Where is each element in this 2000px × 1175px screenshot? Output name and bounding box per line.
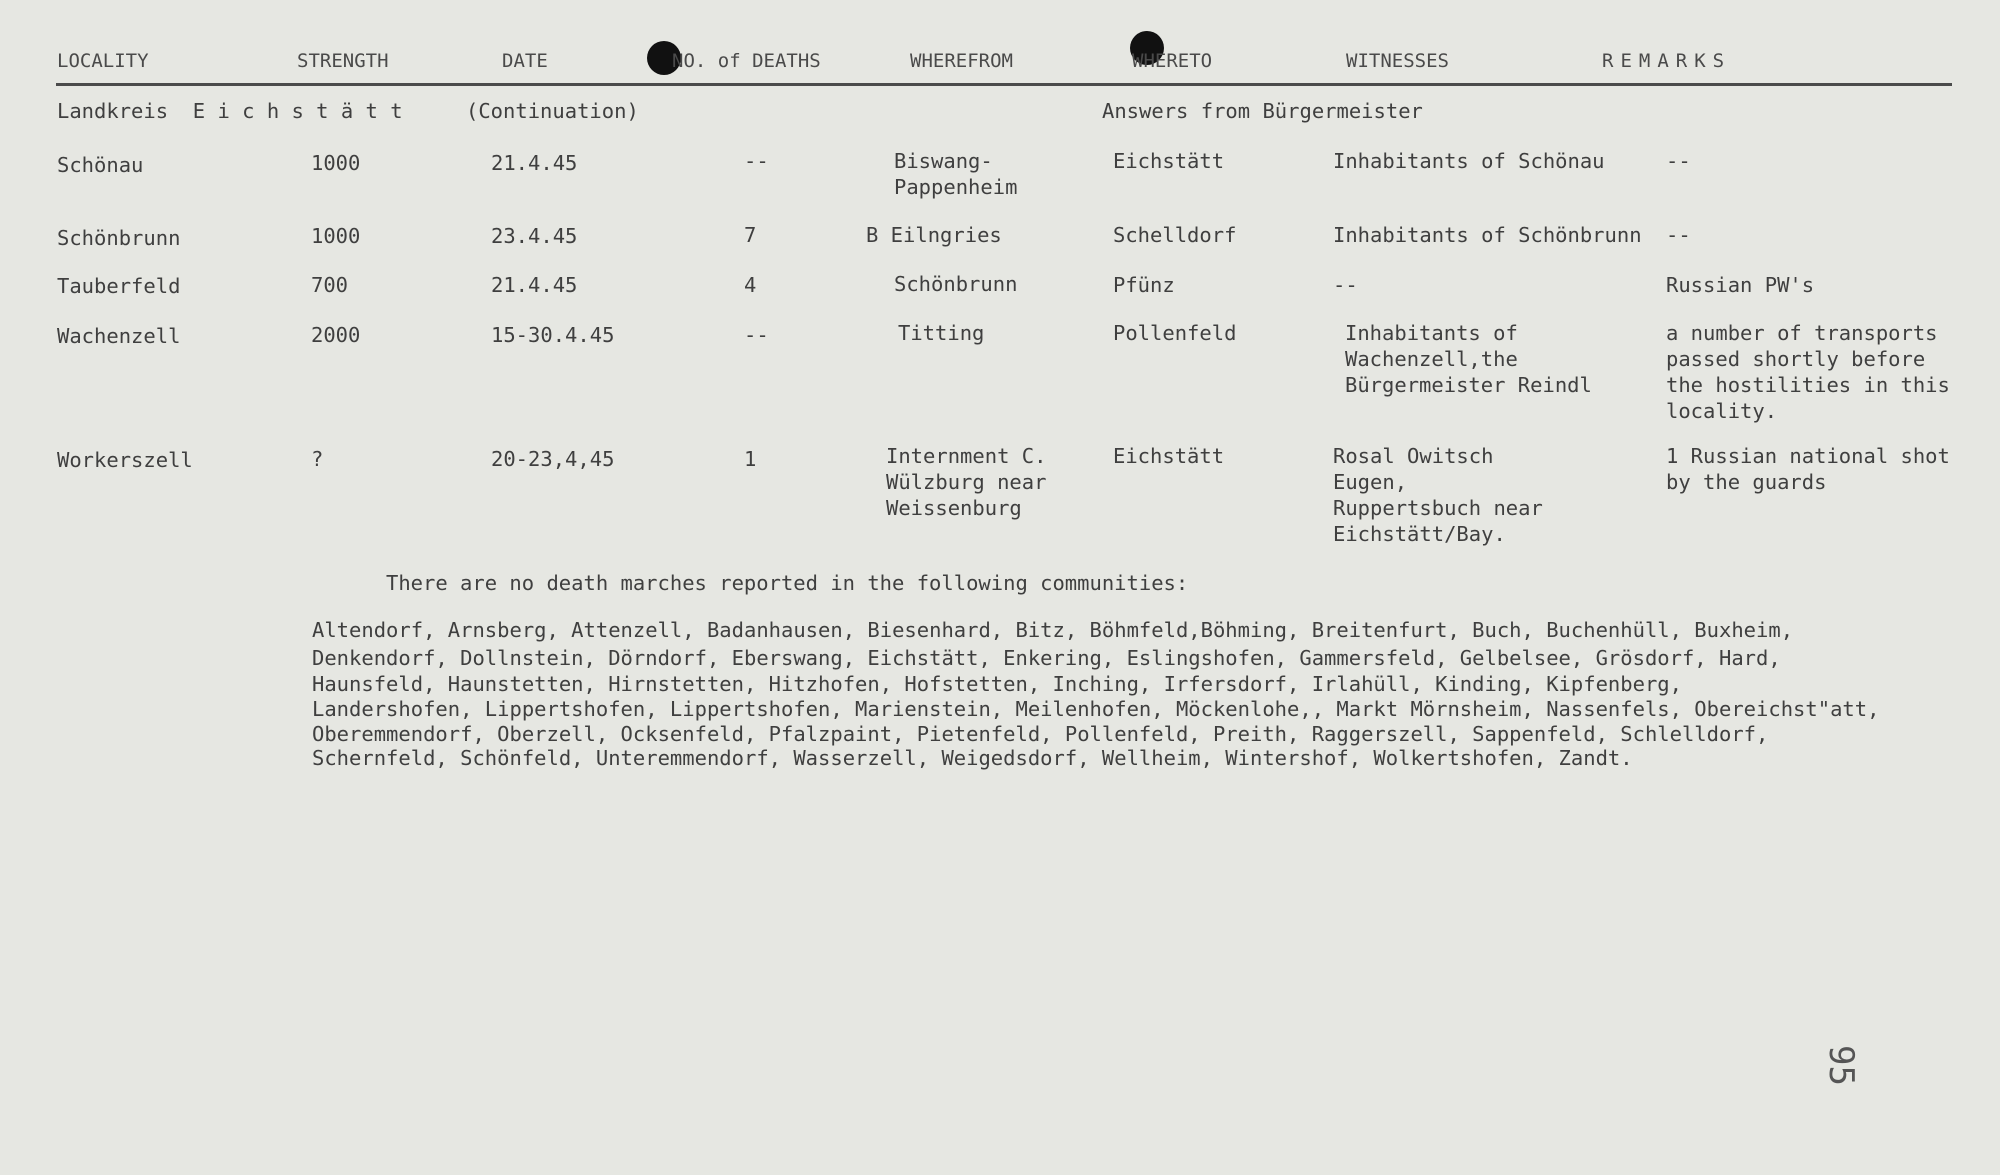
row3-whereto: Pfünz bbox=[1113, 273, 1175, 297]
row4-date: 15-30.4.45 bbox=[491, 323, 615, 347]
row5-date: 20-23,4,45 bbox=[491, 447, 615, 471]
row1-locality: Schönau bbox=[57, 153, 144, 177]
row2-witnesses: Inhabitants of Schönbrunn bbox=[1333, 223, 1642, 247]
row1-strength: 1000 bbox=[311, 151, 361, 175]
row4-whereto: Pollenfeld bbox=[1113, 321, 1237, 345]
row5-remarks: 1 Russian national shot by the guards bbox=[1666, 444, 1950, 494]
row2-strength: 1000 bbox=[311, 224, 361, 248]
row2-wherefrom: B Eilngries bbox=[866, 223, 1002, 247]
row4-deaths: -- bbox=[744, 323, 769, 347]
header-remarks: REMARKS bbox=[1602, 50, 1732, 72]
page-number: 95 bbox=[1821, 1045, 1861, 1086]
row4-wherefrom: Titting bbox=[898, 321, 985, 345]
row1-whereto: Eichstätt bbox=[1113, 149, 1225, 173]
row3-strength: 700 bbox=[311, 273, 349, 297]
row1-remarks: -- bbox=[1666, 149, 1691, 173]
row5-wherefrom: Internment C. Wülzburg near Weissenburg bbox=[886, 444, 1047, 520]
row3-locality: Tauberfeld bbox=[57, 274, 181, 298]
row3-remarks: Russian PW's bbox=[1666, 273, 1815, 297]
row3-witnesses: -- bbox=[1333, 273, 1358, 297]
header-wherefrom: WHEREFROM bbox=[910, 50, 1013, 72]
row1-deaths: -- bbox=[744, 149, 769, 173]
row2-remarks: -- bbox=[1666, 223, 1691, 247]
row1-date: 21.4.45 bbox=[491, 151, 578, 175]
header-rule bbox=[56, 83, 1952, 86]
row1-witnesses: Inhabitants of Schönau bbox=[1333, 149, 1605, 173]
district-name: Landkreis E i c h s t ä t t bbox=[57, 99, 403, 123]
row4-strength: 2000 bbox=[311, 323, 361, 347]
no-death-marches-note: There are no death marches reported in the following communities: bbox=[386, 571, 1189, 595]
row3-wherefrom: Schönbrunn bbox=[894, 272, 1018, 296]
row2-locality: Schönbrunn bbox=[57, 226, 181, 250]
communities-line-2: Denkendorf, Dollnstein, Dörndorf, Eberswang, Eichstätt, Enkering, Eslingshofen, Gammersfeld, Gelbelsee, Grösdorf, Hard, bbox=[312, 646, 1781, 670]
row3-date: 21.4.45 bbox=[491, 273, 578, 297]
row5-strength: ? bbox=[311, 447, 324, 471]
row5-locality: Workerszell bbox=[57, 448, 193, 472]
row4-remarks: a number of transports passed shortly before the hostilities in this locality. bbox=[1666, 321, 1950, 423]
row4-witnesses: Inhabitants of Wachenzell,the Bürgermeister Reindl bbox=[1345, 321, 1592, 397]
communities-line-4: Landershofen, Lippertshofen, Lippertshofen, Marienstein, Meilenhofen, Möckenlohe,, Markt Mörnsheim, Nassenfels, Obereichst"att, bbox=[312, 697, 1880, 721]
row4-locality: Wachenzell bbox=[57, 324, 181, 348]
header-date: DATE bbox=[502, 50, 548, 72]
district-continuation: (Continuation) bbox=[466, 99, 639, 123]
row2-whereto: Schelldorf bbox=[1113, 223, 1237, 247]
header-deaths: NO. of DEATHS bbox=[672, 50, 821, 72]
row3-deaths: 4 bbox=[744, 273, 757, 297]
header-whereto: WHERETO bbox=[1132, 50, 1213, 72]
communities-line-3: Haunsfeld, Haunstetten, Hirnstetten, Hitzhofen, Hofstetten, Inching, Irfersdorf, Irlahüll, Kinding, Kipfenberg, bbox=[312, 672, 1682, 696]
header-locality: LOCALITY bbox=[57, 50, 149, 72]
communities-line-1: Altendorf, Arnsberg, Attenzell, Badanhausen, Biesenhard, Bitz, Böhmfeld,Böhming, Breitenfurt, Buch, Buchenhüll, Buxheim, bbox=[312, 618, 1794, 642]
header-witnesses: WITNESSES bbox=[1346, 50, 1449, 72]
district-source: Answers from Bürgermeister bbox=[1102, 99, 1423, 123]
row5-witnesses: Rosal Owitsch Eugen, Ruppertsbuch near Eichstätt/Bay. bbox=[1333, 444, 1543, 546]
row2-date: 23.4.45 bbox=[491, 224, 578, 248]
header-strength: STRENGTH bbox=[297, 50, 389, 72]
communities-line-6: Schernfeld, Schönfeld, Unteremmendorf, Wasserzell, Weigedsdorf, Wellheim, Wintershof, Wolkertshofen, Zandt. bbox=[312, 746, 1633, 770]
row5-deaths: 1 bbox=[744, 447, 757, 471]
row5-whereto: Eichstätt bbox=[1113, 444, 1225, 468]
communities-line-5: Oberemmendorf, Oberzell, Ocksenfeld, Pfalzpaint, Pietenfeld, Pollenfeld, Preith, Raggerszell, Sappenfeld, Schlelldorf, bbox=[312, 722, 1769, 746]
row1-wherefrom: Biswang- Pappenheim bbox=[894, 149, 1018, 199]
row2-deaths: 7 bbox=[744, 223, 757, 247]
